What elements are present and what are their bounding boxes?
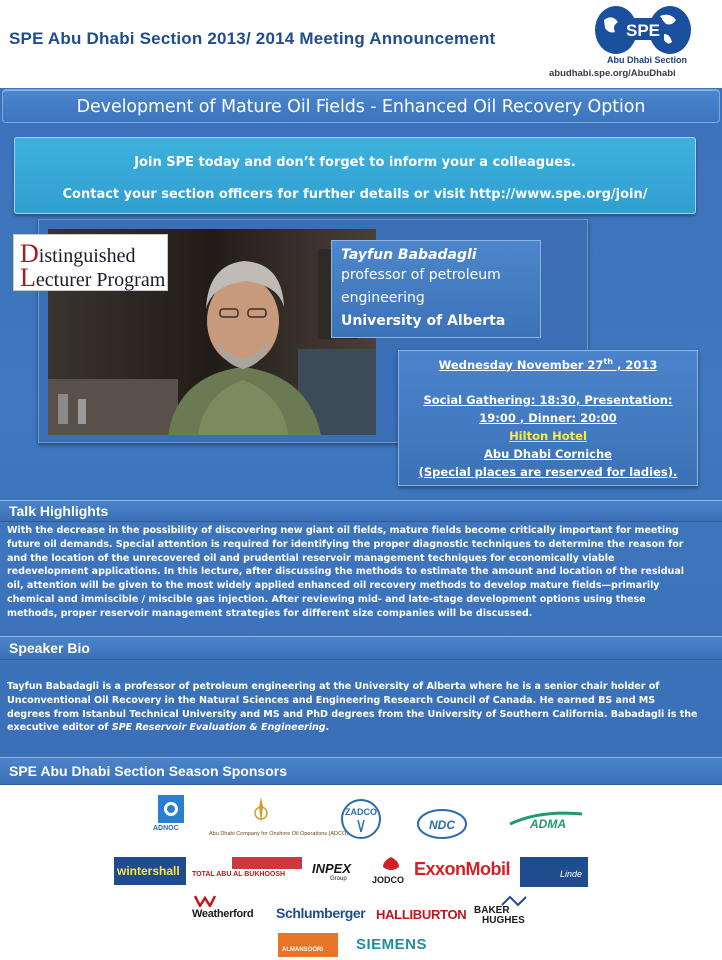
inpex-sub: Group: [330, 876, 347, 882]
baker-text: BAKER: [474, 905, 510, 916]
event-schedule-1: Social Gathering: 18:30, Presentation:: [423, 393, 673, 407]
highlights-line: future oil demands. Special attention is required for identifying the proper diagnostic techniques to determine the reason for: [7, 538, 684, 550]
highlights-heading-bar: [0, 500, 722, 522]
sponsors-panel: [0, 785, 722, 960]
sponsors-heading-bar: [0, 757, 722, 785]
svg-text:ZADCO: ZADCO: [345, 807, 377, 817]
speaker-affiliation: University of Alberta: [341, 313, 506, 329]
event-note: (Special places are reserved for ladies).: [418, 465, 678, 479]
highlights-line: methods, proper reservoir management strategies for different size companies will be discussed.: [7, 607, 533, 619]
ndc-logo: [416, 807, 468, 841]
svg-text:SPE: SPE: [625, 21, 661, 40]
speaker-role-2: engineering: [341, 290, 425, 306]
event-hotel: Hilton Hotel: [509, 429, 587, 443]
adnoc-text: ADNOC: [153, 825, 179, 832]
event-details-box: [398, 350, 698, 486]
dlp-line-1: Distinguished: [20, 239, 136, 268]
total-arabic-band: [232, 857, 302, 869]
talk-title-bar: [2, 89, 720, 123]
linde-logo: Linde: [520, 857, 588, 887]
dlp-line-2: Lecturer Program: [20, 263, 166, 292]
adma-logo: [508, 808, 584, 830]
join-banner: [14, 137, 696, 214]
header-title: SPE Abu Dhabi Section 2013/ 2014 Meeting Announcement: [9, 29, 496, 48]
highlights-line: With the decrease in the possibility of discovering new giant oil fields, mature fields become critically important for meeting: [7, 525, 679, 536]
highlights-line: and the location of the unrecovered oil and prudential reservoir management techniques for economically viable: [7, 552, 615, 564]
header: [0, 0, 722, 88]
highlights-line: redevelopment applications. In this lecture, after discussing the methods to estimate the amount and location of the residual: [7, 566, 684, 578]
zadco-logo: [336, 798, 386, 840]
bio-heading: Speaker Bio: [9, 640, 90, 656]
adco-text: Abu Dhabi Company for Onshore Oil Operations (ADCO): [209, 831, 349, 837]
speaker-info-box: [331, 240, 541, 338]
total-text: TOTAL ABU AL BUKHOOSH: [192, 871, 286, 878]
inpex-logo: INPEX: [312, 861, 352, 876]
schlumberger-logo: Schlumberger: [276, 905, 366, 921]
highlights-line: chemical and immiscible / miscible gas injection. After reviewing mid- and late-stage development options using these: [7, 593, 646, 605]
adco-emblem: [250, 795, 272, 825]
logo-subtitle: Abu Dhabi Section: [606, 55, 687, 65]
bio-heading-bar: [0, 636, 722, 660]
join-line-2[interactable]: Contact your section officers for further details or visit http://www.spe.org/join/: [62, 187, 648, 202]
dlp-badge: [13, 234, 168, 291]
speaker-role-1: professor of petroleum: [341, 267, 501, 283]
weatherford-text: Weatherford: [192, 908, 254, 920]
adnoc-logo: [158, 795, 184, 823]
event-location: Abu Dhabi Corniche: [484, 447, 612, 461]
spe-logo: [594, 4, 692, 56]
weatherford-mark: [194, 895, 216, 907]
highlights-paragraph: [7, 524, 719, 621]
jodco-text: JODCO: [372, 875, 405, 885]
jodco-mark: [378, 855, 404, 873]
bio-line: Unconventional Oil Recovery in the Natural Sciences and Engineering Research Council of Canada. He earned BS and MS: [7, 694, 656, 706]
bio-line: executive editor of SPE Reservoir Evaluation & Engineering.: [7, 722, 330, 734]
section-url[interactable]: abudhabi.spe.org/AbuDhabi: [549, 68, 676, 79]
speaker-name: Tayfun Babadagli: [341, 247, 477, 263]
wintershall-logo: wintershall: [114, 857, 186, 885]
highlights-line: oil, attention will be given to the most widely applied enhanced oil recovery methods to develop mature fields—primarily: [7, 580, 660, 592]
bio-line: degrees from Istanbul Technical University and MS and PhD degrees from the University of Southern California. Babadagli is the: [7, 708, 698, 720]
hughes-text: HUGHES: [482, 915, 525, 926]
talk-title: Development of Mature Oil Fields - Enhanced Oil Recovery Option: [76, 97, 646, 117]
highlights-heading: Talk Highlights: [9, 503, 109, 519]
bio-paragraph: [7, 680, 719, 735]
exxonmobil-logo: ExxonMobil: [414, 859, 511, 879]
join-line-1: Join SPE today and don’t forget to inform your a colleagues.: [134, 155, 576, 170]
svg-text:ADMA: ADMA: [530, 817, 566, 830]
sponsors-heading: SPE Abu Dhabi Section Season Sponsors: [9, 763, 287, 779]
halliburton-logo: HALLIBURTON: [376, 907, 467, 922]
svg-text:NDC: NDC: [429, 818, 455, 832]
bio-line: Tayfun Babadagli is a professor of petroleum engineering at the University of Alberta where he is a senior chair holder of: [7, 681, 660, 692]
event-date: Wednesday November 27th , 2013: [438, 357, 658, 372]
almansoori-logo: ALMANSOORI: [278, 933, 338, 957]
siemens-logo: SIEMENS: [356, 936, 428, 953]
event-schedule-2: 19:00 , Dinner: 20:00: [479, 411, 617, 425]
